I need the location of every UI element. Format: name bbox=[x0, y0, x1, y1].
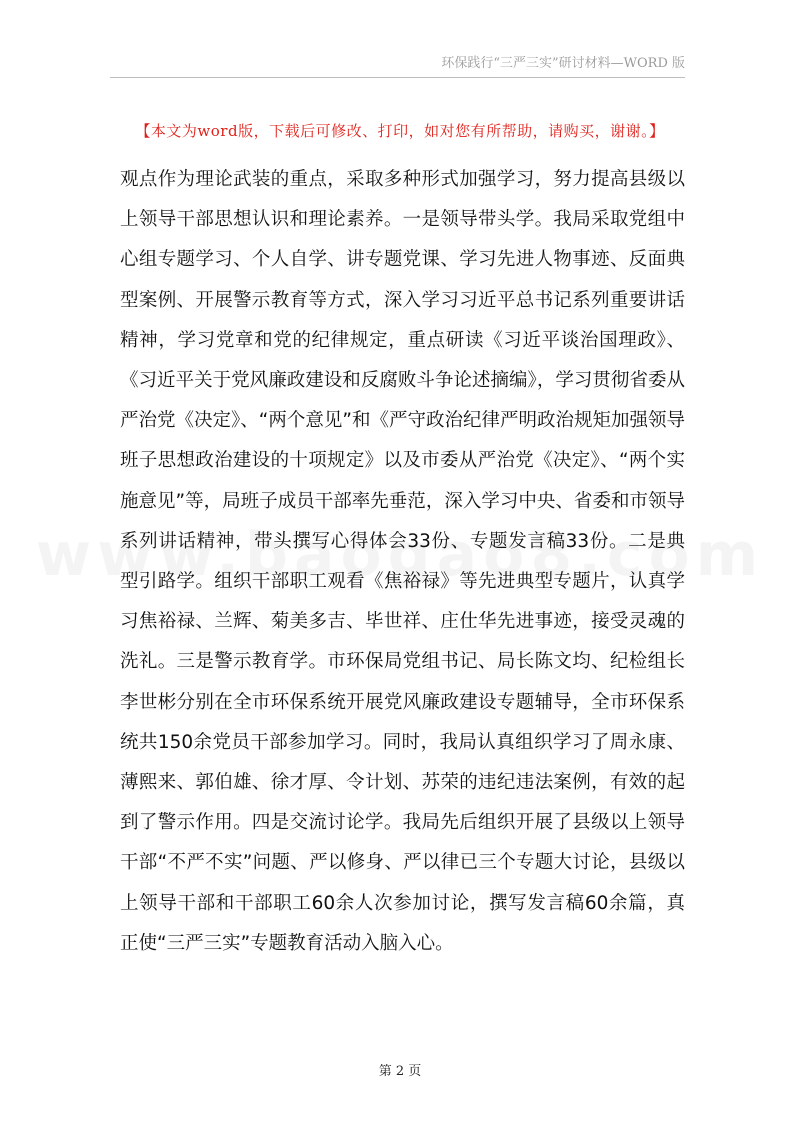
body-paragraph: 观点作为理论武装的重点，采取多种形式加强学习，努力提高县级以上领导干部思想认识和理论素养。一是领导带头学。我局采取党组中心组专题学习、个人自学、讲专题党课、学习先进人物事迹、反面典型案例、开展警示教育等方式，深入学习习近平总书记系列重要讲话精神，学习党章和党的纪律规定，重点研读《习近平谈治国理政》、《习近平关于党风廉政建设和反腐败斗争论述摘编》，学习贯彻省委从严治党《决定》、“两个意见”和《严守政治纪律严明政治规矩加强领导班子思想政治建设的十项规定》以及市委从严治党《决定》、“两个实施意见”等，局班子成员干部率先垂范，深入学习中央、省委和市领导系列讲话精神，带头撰写心得体会33份、专题发言稿33份。二是典型引路学。组织干部职工观看《焦裕禄》等先进典型专题片，认真学习焦裕禄、兰辉、菊美多吉、毕世祥、庄仕华先进事迹，接受灵魂的洗礼。三是警示教育学。市环保局党组书记、局长陈文均、纪检组长李世彬分别在全市环保系统开展党风廉政建设专题辅导，全市环保系统共150余党员干部参加学习。同时，我局认真组织学习了周永康、薄熙来、郭伯雄、徐才厚、令计划、苏荣的违纪违法案例，有效的起到了警示作用。四是交流讨论学。我局先后组织开展了县级以上领导干部“不严不实”问题、严以修身、严以律已三个专题大讨论，县级以上领导干部和干部职工60余人次参加讨论，撰写发言稿60余篇，真正使“三严三实”专题教育活动入脑入心。 bbox=[120, 169, 685, 954]
page-header bbox=[110, 52, 685, 78]
document-title: 环保践行“三严三实”研讨材料—WORD 版 bbox=[441, 56, 685, 71]
page-number: 第 2 页 bbox=[378, 1064, 422, 1079]
purchase-notice: 【本文为word版，下载后可修改、打印，如对您有所帮助，请购买，谢谢。】 bbox=[135, 122, 665, 140]
